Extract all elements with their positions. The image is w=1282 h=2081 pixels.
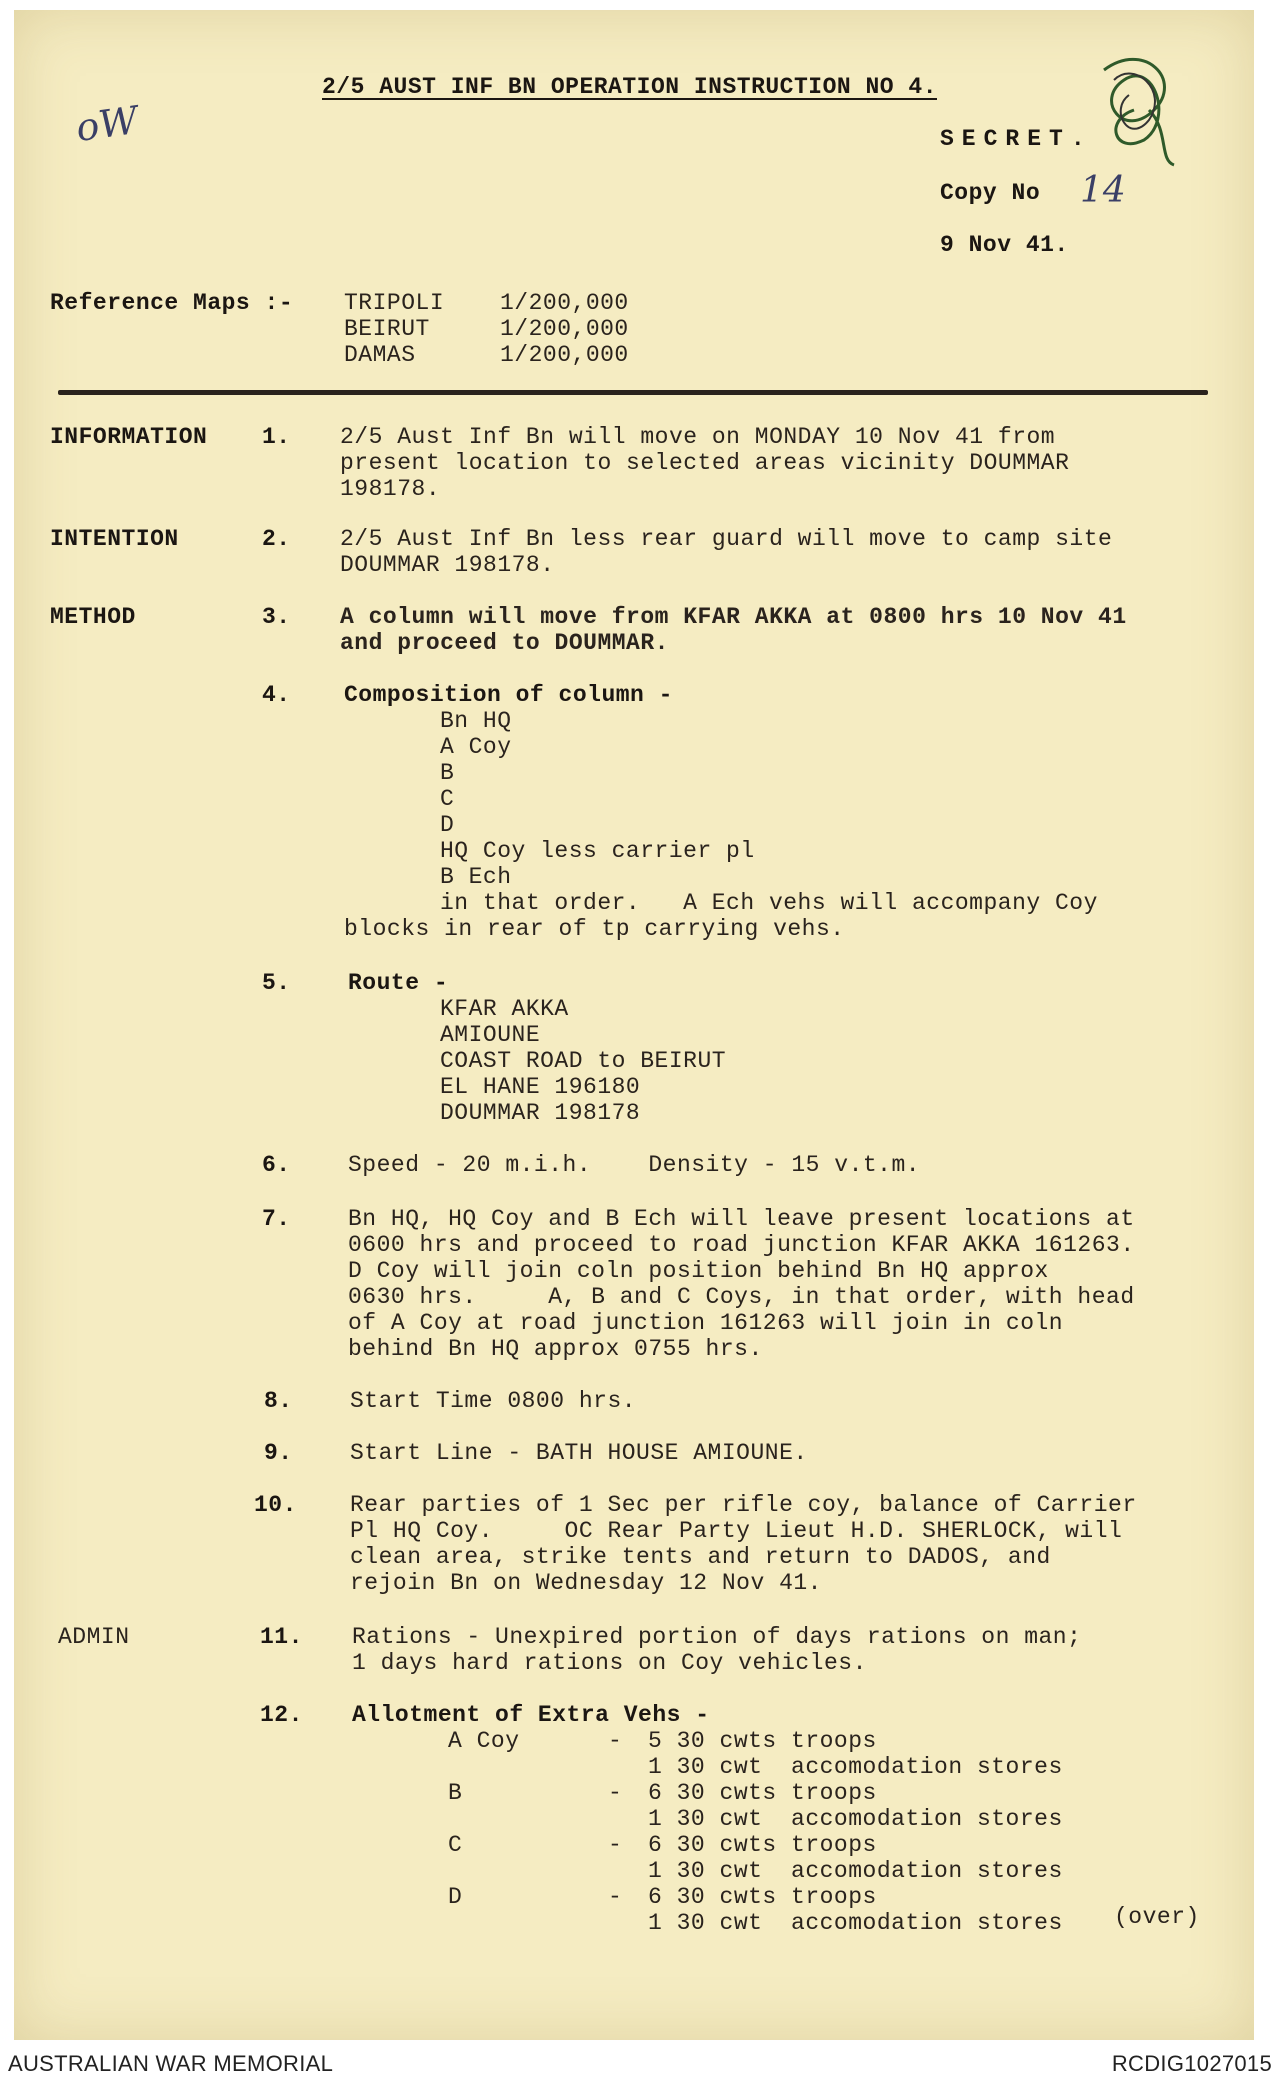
para-line: Pl HQ Coy. OC Rear Party Lieut H.D. SHERLOCK, will	[350, 1518, 1123, 1544]
allotment-item: 6 30 cwts troops	[648, 1780, 877, 1806]
allotment-row	[448, 1780, 1063, 1832]
copy-label: Copy No	[940, 180, 1041, 206]
para-8-body: Start Time 0800 hrs.	[350, 1388, 637, 1414]
list-item: EL HANE 196180	[440, 1074, 641, 1100]
para-line: behind Bn HQ approx 0755 hrs.	[348, 1336, 763, 1362]
allotment-item: 6 30 cwts troops	[648, 1884, 877, 1910]
footer-source: AUSTRALIAN WAR MEMORIAL	[8, 2051, 334, 2076]
para-number: 12.	[260, 1702, 303, 1728]
para-number: 10.	[254, 1492, 297, 1518]
list-item: B	[440, 760, 455, 786]
classification: SECRET.	[940, 126, 1093, 152]
footer-reference: RCDIG1027015	[1111, 2051, 1272, 2076]
allotment-row	[448, 1884, 1063, 1936]
allotment-item: 1 30 cwt accomodation stores	[648, 1910, 1063, 1936]
heading-intention: INTENTION	[50, 526, 179, 552]
map-name: DAMAS	[344, 342, 416, 368]
copy-number: 14	[1080, 170, 1126, 211]
allotment-item: 1 30 cwt accomodation stores	[648, 1858, 1063, 1884]
para-line: clean area, strike tents and return to DADOS, and	[350, 1544, 1051, 1570]
para-line: in that order. A Ech vehs will accompany Coy	[440, 890, 1098, 916]
allotment-dash: -	[608, 1884, 623, 1910]
para-line: Bn HQ, HQ Coy and B Ech will leave present locations at	[348, 1206, 1135, 1232]
document-sheet	[14, 10, 1254, 2040]
para-number: 4.	[262, 682, 291, 708]
para-line: 0630 hrs. A, B and C Coys, in that order, with head	[348, 1284, 1135, 1310]
para-line: Route -	[348, 970, 449, 996]
date: 9 Nov 41.	[940, 232, 1069, 258]
para-number: 6.	[262, 1152, 291, 1178]
list-item: DOUMMAR 198178	[440, 1100, 641, 1126]
list-item: A Coy	[440, 734, 512, 760]
para-line: present location to selected areas vicinity DOUMMAR	[340, 450, 1070, 476]
para-number: 11.	[260, 1624, 303, 1650]
para-10-body	[350, 1492, 1137, 1596]
para-4-body	[344, 682, 1098, 942]
list-item: AMIOUNE	[440, 1022, 541, 1048]
para-line: 2/5 Aust Inf Bn will move on MONDAY 10 Nov 41 from	[340, 424, 1056, 450]
para-line: Composition of column -	[344, 682, 673, 708]
list-item: COAST ROAD to BEIRUT	[440, 1048, 727, 1074]
allotment-unit: C	[448, 1832, 463, 1858]
para-line: Allotment of Extra Vehs -	[352, 1702, 710, 1728]
para-9-body: Start Line - BATH HOUSE AMIOUNE.	[350, 1440, 808, 1466]
para-line: Rations - Unexpired portion of days rations on man;	[352, 1624, 1082, 1650]
allotment-dash: -	[608, 1780, 623, 1806]
para-line: of A Coy at road junction 161263 will join in coln	[348, 1310, 1064, 1336]
allotment-table	[448, 1728, 1063, 1936]
para-line: rejoin Bn on Wednesday 12 Nov 41.	[350, 1570, 822, 1596]
allotment-row	[448, 1728, 1063, 1780]
allotment-item: 1 30 cwt accomodation stores	[648, 1754, 1063, 1780]
allotment-unit: D	[448, 1884, 463, 1910]
heading-method: METHOD	[50, 604, 136, 630]
map-scale: 1/200,000	[500, 342, 629, 368]
list-item: B Ech	[440, 864, 512, 890]
para-line: 0600 hrs and proceed to road junction KFAR AKKA 161263.	[348, 1232, 1135, 1258]
para-3-body	[340, 604, 1127, 656]
divider-rule	[58, 390, 1208, 395]
allotment-unit: A Coy	[448, 1728, 520, 1754]
para-line: Rear parties of 1 Sec per rifle coy, balance of Carrier	[350, 1492, 1137, 1518]
reference-maps-label: Reference Maps :-	[50, 290, 294, 316]
para-1-body	[340, 424, 1069, 502]
heading-information: INFORMATION	[50, 424, 208, 450]
allotment-dash: -	[608, 1728, 623, 1754]
list-item: HQ Coy less carrier pl	[440, 838, 755, 864]
handwritten-mark: oW	[73, 97, 141, 151]
map-name: BEIRUT	[344, 316, 430, 342]
para-number: 1.	[262, 424, 291, 450]
map-name: TRIPOLI	[344, 290, 445, 316]
para-12-body	[352, 1702, 1063, 1936]
para-line: 198178.	[340, 476, 441, 502]
para-line: blocks in rear of tp carrying vehs.	[344, 916, 845, 942]
route-list	[440, 996, 726, 1126]
para-number: 7.	[262, 1206, 291, 1232]
map-scale: 1/200,000	[500, 290, 629, 316]
list-item: C	[440, 786, 455, 812]
list-item: KFAR AKKA	[440, 996, 569, 1022]
para-number: 8.	[264, 1388, 293, 1414]
para-number: 5.	[262, 970, 291, 996]
para-number: 3.	[262, 604, 291, 630]
para-line: DOUMMAR 198178.	[340, 552, 555, 578]
para-5-body	[348, 970, 726, 1126]
para-11-body	[352, 1624, 1081, 1676]
heading-admin: ADMIN	[58, 1624, 130, 1650]
list-item: D	[440, 812, 455, 838]
allotment-dash: -	[608, 1832, 623, 1858]
column-composition-list	[440, 708, 1098, 890]
para-6-body: Speed - 20 m.i.h. Density - 15 v.t.m.	[348, 1152, 921, 1178]
para-line: A column will move from KFAR AKKA at 0800 hrs 10 Nov 41	[340, 604, 1127, 630]
para-2-body	[340, 526, 1112, 578]
allotment-item: 6 30 cwts troops	[648, 1832, 877, 1858]
para-line: 2/5 Aust Inf Bn less rear guard will move to camp site	[340, 526, 1113, 552]
document-title: 2/5 AUST INF BN OPERATION INSTRUCTION NO 4.	[322, 74, 937, 100]
map-scale: 1/200,000	[500, 316, 629, 342]
para-number: 9.	[264, 1440, 293, 1466]
allotment-row	[448, 1832, 1063, 1884]
reference-maps-list	[344, 290, 629, 368]
allotment-unit: B	[448, 1780, 463, 1806]
para-line: 1 days hard rations on Coy vehicles.	[352, 1650, 867, 1676]
allotment-item: 5 30 cwts troops	[648, 1728, 877, 1754]
allotment-item: 1 30 cwt accomodation stores	[648, 1806, 1063, 1832]
para-line: and proceed to DOUMMAR.	[340, 630, 669, 656]
list-item: Bn HQ	[440, 708, 512, 734]
para-number: 2.	[262, 526, 291, 552]
para-7-body	[348, 1206, 1135, 1362]
para-line: D Coy will join coln position behind Bn HQ approx	[348, 1258, 1049, 1284]
over-note: (over)	[1114, 1904, 1200, 1930]
